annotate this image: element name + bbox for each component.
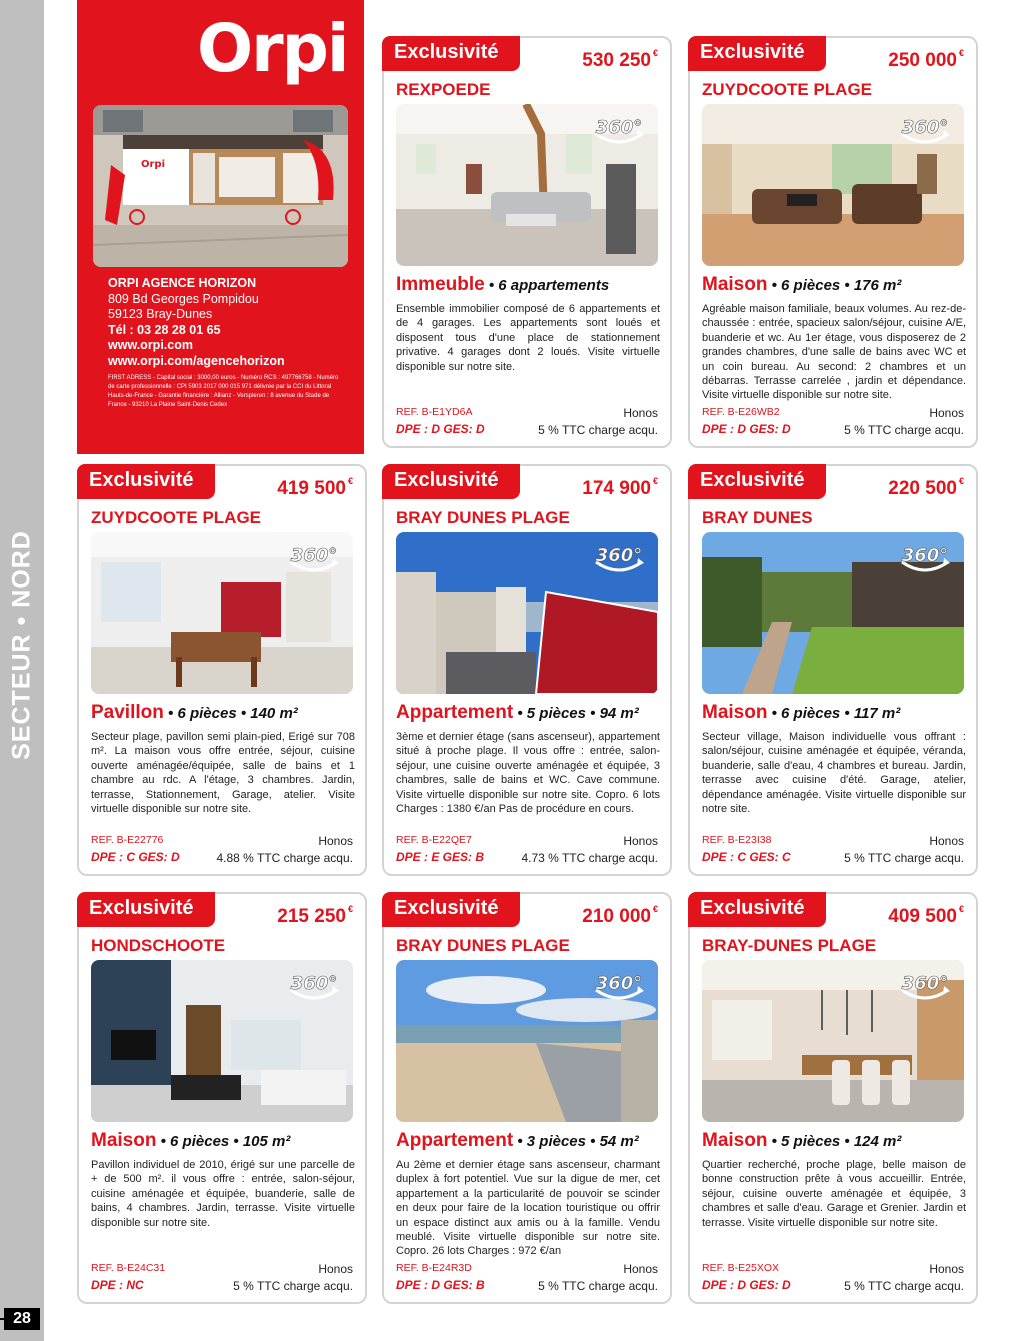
listing-city: ZUYDCOOTE PLAGE [702, 80, 873, 99]
exclusivity-tag: Exclusivité [382, 36, 520, 71]
listing-price: 210 000 € [582, 904, 658, 927]
energy-rating: DPE : D GES: D [702, 1278, 791, 1292]
listing-card[interactable] [382, 36, 672, 448]
listing-reference: REF. B-E26WB2 [702, 406, 780, 418]
listing-description: Au 2ème et dernier étage sans ascenseur, charmant duplex à fort potentiel. Vue sur la digue de mer, cet appartement a la particularité de pouvoir se scinder en deux pour faire de la location touristique ou offrir un espace distinct aux amis ou à la famille. Vendu meublé. Visite virtuelle disponible sur notre site. Copro. 26 lots Charges : 972 €/an [396, 1159, 660, 1258]
listing-city: BRAY-DUNES PLAGE [702, 936, 877, 955]
fees-label: Honos [318, 1262, 353, 1276]
storefront-sign: Orpi [141, 159, 166, 170]
fees-value: 5 % TTC charge acqu. [538, 1279, 658, 1293]
listing-photo[interactable] [702, 960, 964, 1122]
listing-photo[interactable] [396, 532, 658, 694]
listing-description: Pavillon individuel de 2010, érigé sur une parcelle de + de 500 m². il vous offre : entrée, salon-séjour, cuisine aménagée et équipée, buanderie, salle de bains, 4 chambres. Jardin, terrasse. Visite virtuelle disponible sur notre site. [91, 1159, 355, 1229]
property-details: 5 pièces • 124 m² [781, 1133, 902, 1150]
listing-city: HONDSCHOOTE [91, 936, 226, 955]
fees-label: Honos [318, 834, 353, 848]
energy-rating: DPE : C GES: C [702, 850, 791, 864]
property-details: 3 pièces • 54 m² [526, 1133, 639, 1150]
agency-website[interactable]: www.orpi.com [108, 338, 193, 352]
listing-photo[interactable] [702, 532, 964, 694]
agency-storefront-photo [93, 105, 348, 267]
property-type: Maison • 5 pièces • 124 m² [702, 1130, 902, 1151]
fees-value: 5 % TTC charge acqu. [538, 423, 658, 437]
virtual-tour-360-icon[interactable] [590, 538, 648, 576]
virtual-tour-360-icon[interactable] [896, 966, 954, 1004]
listing-reference: REF. B-E24C31 [91, 1262, 166, 1274]
energy-rating: DPE : NC [91, 1278, 144, 1292]
listing-card[interactable] [688, 464, 978, 876]
listing-city: BRAY DUNES PLAGE [396, 508, 570, 527]
virtual-tour-360-icon[interactable] [590, 110, 648, 148]
listing-city: BRAY DUNES PLAGE [396, 936, 570, 955]
property-details: 6 pièces • 117 m² [781, 705, 901, 722]
fees-label: Honos [623, 1262, 658, 1276]
svg-text:360°: 360° [290, 545, 338, 566]
property-type: Maison • 6 pièces • 176 m² [702, 274, 902, 295]
energy-rating: DPE : D GES: D [396, 422, 485, 436]
listing-description: 3ème et dernier étage (sans ascenseur), appartement situé à proche plage. Il vous offre : entrée, salon-séjour, une cuisine ouverte aménagée et équipée, 3 chambres, salle de bains et WC. Cave commune. Visite virtuelle disponible sur notre site. Copro. 6 lots Charges : 1380 €/an Pas de procédure en cours. [396, 731, 660, 816]
listing-photo[interactable] [702, 104, 964, 266]
property-type: Maison • 6 pièces • 117 m² [702, 702, 901, 723]
listing-city: REXPOEDE [396, 80, 491, 99]
listing-price: 409 500 € [888, 904, 964, 927]
fees-value: 5 % TTC charge acqu. [233, 1279, 353, 1293]
virtual-tour-360-icon[interactable] [896, 538, 954, 576]
virtual-tour-360-icon[interactable] [896, 110, 954, 148]
listing-reference: REF. B-E23I38 [702, 834, 772, 846]
virtual-tour-360-icon[interactable] [285, 966, 343, 1004]
listing-reference: REF. B-E25XOX [702, 1262, 780, 1274]
listing-reference: REF. B-E24R3D [396, 1262, 472, 1274]
exclusivity-tag: Exclusivité [688, 36, 826, 71]
property-details: 6 pièces • 140 m² [177, 705, 298, 722]
listing-description: Ensemble immobilier composé de 6 appartements et de 4 garages. Les appartements sont loués et disposent tous d'une place de stationnement privative. 4 garages dont 2 loués. Visite virtuelle disponible sur notre site. [396, 303, 660, 373]
exclusivity-tag: Exclusivité [77, 892, 215, 927]
agency-phone: Tél : 03 28 28 01 65 [108, 322, 221, 337]
listing-photo[interactable] [91, 960, 353, 1122]
listing-description: Secteur plage, pavillon semi plain-pied, Erigé sur 708 m². La maison vous offre entrée, séjour, cuisine ouverte aménagée/équipée, salle de bains et 1 chambre au rdc. A l'étage, 3 chambres. Jardin, terrasse, Stationnement, Garage, atelier. Visite virtuelle disponible sur notre site. [91, 731, 355, 816]
listing-reference: REF. B-E22776 [91, 834, 164, 846]
listing-price: 419 500 € [277, 476, 353, 499]
orpi-logo: Orpi [197, 10, 348, 87]
energy-rating: DPE : D GES: D [702, 422, 791, 436]
listing-price: 220 500 € [888, 476, 964, 499]
exclusivity-tag: Exclusivité [382, 464, 520, 499]
svg-text:360°: 360° [595, 117, 643, 138]
listing-card[interactable] [382, 892, 672, 1304]
agency-address-line1: 809 Bd Georges Pompidou [108, 291, 259, 306]
listing-description: Quartier recherché, proche plage, belle maison de bonne construction prête à vous accueillir. Entrée, séjour, cuisine ouverte aménagée et équipée, 3 chambres et salle d'eau. Garage et Grenier. Jardin et terrasse. Visite virtuelle disponible sur notre site. [702, 1159, 966, 1229]
virtual-tour-360-icon[interactable] [590, 966, 648, 1004]
property-details: 5 pièces • 94 m² [526, 705, 639, 722]
fees-label: Honos [623, 406, 658, 420]
fees-label: Honos [929, 1262, 964, 1276]
svg-text:360°: 360° [901, 117, 949, 138]
listing-price: 530 250 € [582, 48, 658, 71]
property-type: Immeuble • 6 appartements [396, 274, 610, 295]
agency-info [108, 276, 358, 369]
property-type: Pavillon • 6 pièces • 140 m² [91, 702, 298, 723]
energy-rating: DPE : E GES: B [396, 850, 485, 864]
property-type: Maison • 6 pièces • 105 m² [91, 1130, 291, 1151]
listing-card[interactable] [77, 464, 367, 876]
listing-reference: REF. B-E22QE7 [396, 834, 472, 846]
listing-city: BRAY DUNES [702, 508, 813, 527]
fees-value: 5 % TTC charge acqu. [844, 1279, 964, 1293]
property-details: 6 pièces • 176 m² [781, 277, 902, 294]
exclusivity-tag: Exclusivité [382, 892, 520, 927]
sector-strip [0, 0, 44, 1341]
listing-card[interactable] [77, 892, 367, 1304]
listing-city: ZUYDCOOTE PLAGE [91, 508, 262, 527]
listing-reference: REF. B-E1YD6A [396, 406, 473, 418]
agency-website-page[interactable]: www.orpi.com/agencehorizon [108, 353, 285, 368]
listing-photo[interactable] [396, 104, 658, 266]
fees-label: Honos [929, 406, 964, 420]
svg-text:360°: 360° [595, 973, 643, 994]
fees-value: 5 % TTC charge acqu. [844, 423, 964, 437]
agency-legal-mentions: FIRST ADRESS - Capital social : 3000,00 euros - Numéro RCS : 497766758 - Numéro de carte professionnelle : CPI 5903 2017 000 015 971 délivrée par la CCI du Littoral Hauts-de-France - Garantie financière : Allianz - Verspieren : 8 avenue du Stade de France - 93210 La Plaine Saint-Denis Cedex [108, 375, 339, 408]
fees-value: 4.73 % TTC charge acqu. [521, 851, 658, 865]
listing-price: 174 900 € [582, 476, 658, 499]
svg-text:360°: 360° [290, 973, 338, 994]
svg-text:360°: 360° [595, 545, 643, 566]
energy-rating: DPE : C GES: D [91, 850, 180, 864]
listing-photo[interactable] [396, 960, 658, 1122]
page-number: 28 [4, 1308, 40, 1330]
property-details: 6 pièces • 105 m² [170, 1133, 291, 1150]
listing-price: 250 000 € [888, 48, 964, 71]
property-details: 6 appartements [498, 277, 610, 294]
agency-address-line2: 59123 Bray-Dunes [108, 307, 213, 321]
exclusivity-tag: Exclusivité [688, 464, 826, 499]
fees-value: 4.88 % TTC charge acqu. [216, 851, 353, 865]
energy-rating: DPE : D GES: B [396, 1278, 485, 1292]
listing-description: Secteur village, Maison individuelle vous offrant : salon/séjour, cuisine aménagée et équipée, véranda, buanderie, salle d'eau, 4 chambres et bureau. Jardin, terrasse avec cuisine d'été. Garage, atelier, dépendance aménagée. Visite virtuelle disponible sur notre site. [702, 731, 966, 816]
agency-name: ORPI AGENCE HORIZON [108, 276, 257, 290]
exclusivity-tag: Exclusivité [688, 892, 826, 927]
listing-card[interactable] [688, 892, 978, 1304]
virtual-tour-360-icon[interactable] [285, 538, 343, 576]
listing-card[interactable] [382, 464, 672, 876]
svg-text:360°: 360° [901, 545, 949, 566]
svg-text:360°: 360° [901, 973, 949, 994]
fees-value: 5 % TTC charge acqu. [844, 851, 964, 865]
listing-price: 215 250 € [277, 904, 353, 927]
listing-photo[interactable] [91, 532, 353, 694]
fees-label: Honos [929, 834, 964, 848]
agency-panel [77, 0, 364, 454]
sector-label: SECTEUR • NORD [7, 530, 36, 760]
listing-card[interactable] [688, 36, 978, 448]
fees-label: Honos [623, 834, 658, 848]
property-type: Appartement • 3 pièces • 54 m² [396, 1130, 639, 1151]
exclusivity-tag: Exclusivité [77, 464, 215, 499]
property-type: Appartement • 5 pièces • 94 m² [396, 702, 639, 723]
listing-description: Agréable maison familiale, beaux volumes. Au rez-de-chaussée : entrée, spacieux salon/séjour, cuisine A/E, buanderie et wc. Au 1er étage, vous disposerez de 2 grandes chambres, d'une salle de bains avec WC et un coin bureau. Au second: 2 chambres et un débarras. Terrasse carrelée , jardin et dépendance. Visite virtuelle disponible sur notre site. [702, 303, 966, 402]
